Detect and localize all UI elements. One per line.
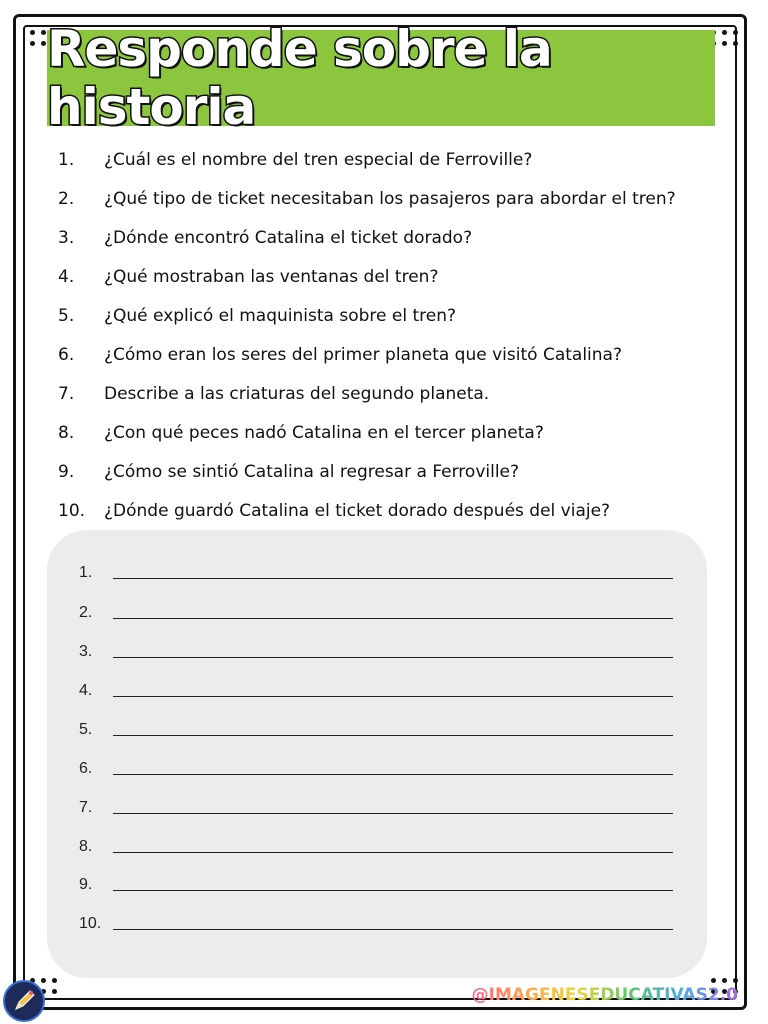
question-item <box>58 491 718 530</box>
question-number: 3. <box>58 227 75 248</box>
question-number: 4. <box>58 266 75 287</box>
answer-number: 4. <box>79 682 93 699</box>
answer-number: 9. <box>79 876 93 893</box>
question-number: 8. <box>58 422 75 443</box>
question-number: 10. <box>58 500 86 521</box>
answer-rule <box>113 656 673 658</box>
question-item <box>58 374 718 413</box>
answer-number: 8. <box>79 838 93 855</box>
answer-line[interactable] <box>79 799 673 817</box>
title-banner <box>47 20 715 136</box>
answer-number: 10. <box>79 915 102 932</box>
question-text: ¿Dónde guardó Catalina el ticket dorado después del viaje? <box>104 500 611 521</box>
answer-line[interactable] <box>79 564 673 582</box>
watermark-text: @IMAGENESEDUCATIVAS2.0 <box>471 985 738 1005</box>
answer-line[interactable] <box>79 760 673 778</box>
answer-number: 3. <box>79 643 93 660</box>
question-text: ¿Cómo se sintió Catalina al regresar a Ferroville? <box>104 461 520 482</box>
answer-rule <box>113 773 673 775</box>
question-item <box>58 140 718 179</box>
answer-rule <box>113 695 673 697</box>
question-item <box>58 335 718 374</box>
answer-line[interactable] <box>79 682 673 700</box>
question-item <box>58 296 718 335</box>
answer-line[interactable] <box>79 838 673 856</box>
answer-rule <box>113 851 673 853</box>
question-number: 5. <box>58 305 75 326</box>
question-text: Describe a las criaturas del segundo planeta. <box>104 383 490 404</box>
answer-line[interactable] <box>79 604 673 622</box>
question-number: 2. <box>58 188 75 209</box>
answer-number: 7. <box>79 799 93 816</box>
answer-line[interactable] <box>79 876 673 894</box>
question-item <box>58 413 718 452</box>
answer-number: 6. <box>79 760 93 777</box>
question-number: 7. <box>58 383 75 404</box>
question-list <box>58 140 718 530</box>
question-text: ¿Qué tipo de ticket necesitaban los pasajeros para abordar el tren? <box>104 188 676 209</box>
question-item <box>58 257 718 296</box>
answer-number: 2. <box>79 604 93 621</box>
question-number: 9. <box>58 461 75 482</box>
answer-area <box>47 530 707 978</box>
answer-rule <box>113 889 673 891</box>
answer-rule <box>113 928 673 930</box>
answer-rule <box>113 812 673 814</box>
answer-number: 1. <box>79 564 93 581</box>
answer-number: 5. <box>79 721 93 738</box>
question-number: 1. <box>58 149 75 170</box>
question-text: ¿Qué explicó el maquinista sobre el tren? <box>104 305 456 326</box>
question-text: ¿Cómo eran los seres del primer planeta que visitó Catalina? <box>104 344 622 365</box>
brand-logo-icon <box>3 980 45 1022</box>
question-text: ¿Qué mostraban las ventanas del tren? <box>104 266 439 287</box>
page-title: Responde sobre la historia <box>47 20 552 136</box>
question-item <box>58 179 718 218</box>
question-text: ¿Cuál es el nombre del tren especial de Ferroville? <box>104 149 533 170</box>
question-text: ¿Con qué peces nadó Catalina en el tercer planeta? <box>104 422 544 443</box>
answer-line[interactable] <box>79 915 673 933</box>
answer-rule <box>113 734 673 736</box>
question-item <box>58 218 718 257</box>
question-number: 6. <box>58 344 75 365</box>
question-text: ¿Dónde encontró Catalina el ticket dorado? <box>104 227 473 248</box>
answer-line[interactable] <box>79 643 673 661</box>
answer-rule <box>113 577 673 579</box>
pencil-icon <box>11 988 37 1014</box>
answer-line[interactable] <box>79 721 673 739</box>
decorative-dots-top-right <box>711 30 738 46</box>
answer-rule <box>113 617 673 619</box>
question-item <box>58 452 718 491</box>
